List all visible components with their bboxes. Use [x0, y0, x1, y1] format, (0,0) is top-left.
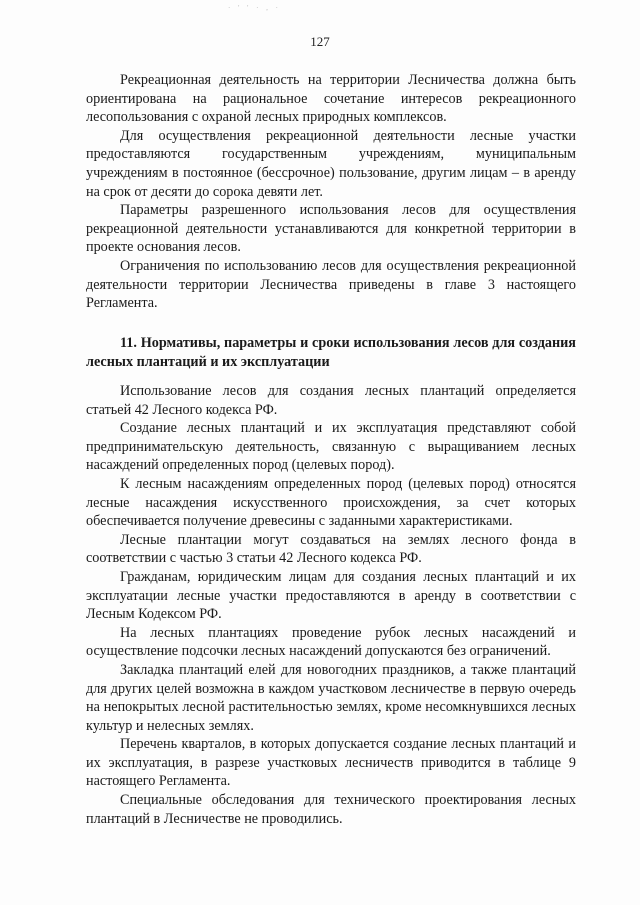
paragraph: Рекреационная деятельность на территории Лесничества должна быть ориентирована на рациональное сочетание интересов рекреационного лесопользования с охраной лесных природных комплексов. [86, 72, 576, 126]
paragraph: Гражданам, юридическим лицам для создания лесных плантаций и их эксплуатации лесные участки предоставляются в аренду в соответствии с Лесным Кодексом РФ. [86, 568, 576, 623]
section-heading: 11. Нормативы, параметры и сроки использования лесов для создания лесных плантаций и их эксплуатации [86, 335, 576, 370]
paragraph: Специальные обследования для технического проектирования лесных плантаций в Лесничестве не проводились. [86, 792, 576, 827]
paragraph: Создание лесных плантаций и их эксплуатация представляют собой предпринимательскую деятельность, связанную с выращиванием лесных насаждений определенных пород (целевых пород). [86, 420, 576, 474]
paragraph: Закладка плантаций елей для новогодних праздников, а также плантаций для других целей возможна в каждом участковом лесничестве в первую очередь на непокрытых лесной растительностью землях, кроме несомкнувшихся лесных культур и нелесных землях. [86, 661, 576, 734]
recreation-section [86, 71, 576, 313]
page-number: 127 [310, 34, 330, 49]
paragraph: Ограничения по использованию лесов для осуществления рекреационной деятельности территории Лесничества приведены в главе 3 настоящего Регламента. [86, 257, 576, 312]
paragraph: Использование лесов для создания лесных плантаций определяется статьей 42 Лесного кодекса РФ. [86, 383, 576, 418]
scan-artifact: · ' ' · , · [228, 4, 282, 12]
paragraph: Перечень кварталов, в которых допускается создание лесных плантаций и их эксплуатация, в разрезе участковых лесничеств приводится в таблице 9 настоящего Регламента. [86, 736, 576, 790]
paragraph: Лесные плантации могут создаваться на землях лесного фонда в соответствии с частью 3 статьи 42 Лесного кодекса РФ. [86, 531, 576, 567]
paragraph: Для осуществления рекреационной деятельности лесные участки предоставляются государственным учреждениям, муниципальным учреждениям в постоянное (бессрочное) пользование, другим лицам – в аренду на срок от десяти до сорока девяти лет. [86, 127, 576, 200]
paragraph: На лесных плантациях проведение рубок лесных насаждений и осуществление подсочки лесных насаждений допускаются без ограничений. [86, 624, 576, 660]
paragraph: Параметры разрешенного использования лесов для осуществления рекреационной деятельности устанавливаются для конкретной территории в проекте основания лесов. [86, 202, 576, 256]
paragraph: К лесным насаждениям определенных пород (целевых пород) относятся лесные насаждения искусственного происхождения, за счет которых обеспечивается получение древесины с заданными характеристиками. [86, 475, 576, 530]
plantation-section [86, 382, 576, 828]
